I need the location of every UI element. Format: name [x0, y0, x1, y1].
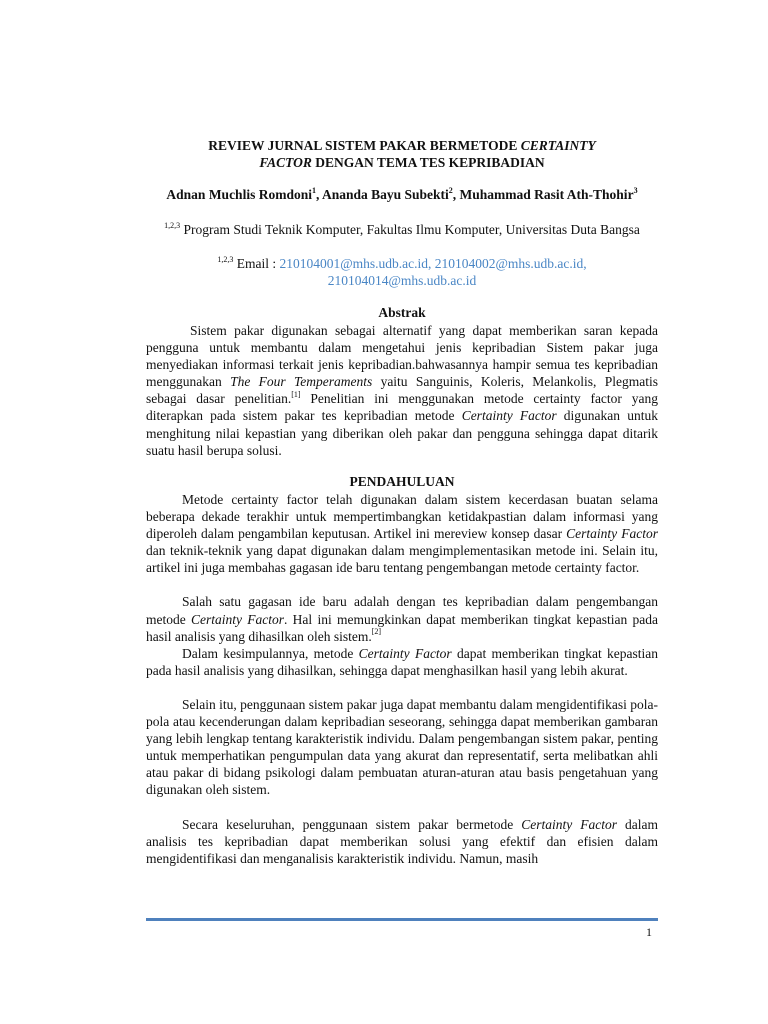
page-number: 1: [646, 925, 652, 939]
title-part-italic: FACTOR: [259, 155, 312, 170]
paragraph-text: . Hal ini memungkinkan dapat memberikan tingkat kepastian pada hasil analisis yang dihasilkan oleh sistem.: [146, 611, 658, 644]
title-part: DENGAN TEMA TES KEPRIBADIAN: [311, 155, 545, 170]
abstract-text: Penelitian ini menggunakan metode certainty factor yang diterapkan pada sistem pakar tes kepribadian metode: [146, 391, 658, 424]
citation-ref: [1]: [291, 389, 301, 399]
paragraph-text: Dalam kesimpulannya, metode: [182, 645, 359, 661]
author-list: [146, 185, 658, 204]
paragraph-text: dapat memberikan tingkat kepastian pada hasil analisis yang dihasilkan, sehingga dapat menghasilkan hasil yang lebih akurat.: [146, 645, 659, 678]
abstract-heading: Abstrak: [378, 305, 426, 320]
email-label: Email :: [233, 256, 280, 271]
abstract-text: Sistem pakar digunakan sebagai alternatif yang dapat memberikan saran kepada pengguna untuk membantu dalam mengetahui jenis kepribadian Sistem pakar juga menyediakan informasi terkait jenis kepribadian.bahwasannya hampir semua tes kepribadian menggunakan: [146, 323, 658, 390]
affiliation-sup: 1,2,3: [164, 220, 181, 230]
section-heading: PENDAHULUAN: [349, 474, 455, 489]
email-sup: 1,2,3: [217, 254, 234, 264]
paragraph-text: Secara keseluruhan, penggunaan sistem pakar bermetode: [182, 816, 522, 832]
email-line: [146, 255, 658, 289]
author-sup: 3: [633, 185, 638, 195]
intro-paragraph: [146, 645, 658, 679]
paragraph-text: Salah satu gagasan ide baru adalah dengan tes kepribadian dalam pengembangan metode: [146, 594, 658, 627]
author-name: , Ananda Bayu Subekti: [315, 187, 449, 202]
citation-ref: [2]: [371, 627, 382, 637]
abstract-paragraph: [146, 322, 658, 459]
affiliation-text: Program Studi Teknik Komputer, Fakultas Ilmu Komputer, Universitas Duta Bangsa: [180, 222, 640, 237]
paragraph-spacer: [146, 679, 658, 696]
intro-paragraph: Selain itu, penggunaan sistem pakar juga dapat membantu dalam mengidentifikasi pola-pola atau kecenderungan dalam kepribadian seseorang, sehingga dapat memberikan gambaran yang lebih lengkap tentang karakteristik individu. Dalam pengembangan sistem pakar, penting untuk memperhatikan pengumpulan data yang akurat dan representatif, serta melibatkan ahli atau pakar di bidang psikologi dalam pembuatan aturan-aturan atau basis pengetahuan yang digunakan oleh sistem.: [146, 696, 658, 798]
paragraph-spacer: [146, 799, 658, 816]
email-addresses[interactable]: 210104001@mhs.udb.ac.id, 210104002@mhs.udb.ac.id, 210104014@mhs.udb.ac.id: [279, 256, 587, 288]
intro-paragraph: [146, 593, 658, 644]
paragraph-italic: Certainty Factor: [521, 816, 617, 832]
abstract-italic: The Four Temperaments: [230, 374, 373, 390]
title-part-italic: CERTAINTY: [520, 138, 596, 153]
paragraph-italic: Certainty Factor: [566, 526, 658, 542]
abstract-body: [146, 322, 658, 459]
paragraph-italic: Certainty Factor: [358, 645, 452, 661]
paragraph-text: dalam analisis tes kepribadian dapat memberikan solusi yang efektif dan efisien dalam mengidentifikasi dan menganalisis karakteristik individu. Namun, masih: [146, 816, 658, 866]
paragraph-italic: Certainty Factor: [191, 611, 285, 627]
affiliation: [146, 220, 658, 239]
intro-body: [146, 491, 658, 867]
paragraph-text: dan teknik-teknik yang dapat digunakan dalam mengimplementasikan metode ini. Selain itu, artikel ini juga membahas gagasan ide baru tentang pengembangan metode certainty factor.: [146, 543, 658, 576]
footer-rule: [146, 918, 658, 921]
author-name: , Muhammad Rasit Ath-Thohir: [452, 187, 634, 202]
author-sup: 1: [311, 185, 316, 195]
abstract-italic: Certainty Factor: [461, 408, 557, 424]
abstract-text: yaitu Sanguinis, Koleris, Melankolis, Plegmatis sebagai dasar penelitian.: [146, 374, 658, 407]
paragraph-spacer: [146, 576, 658, 593]
author-sup: 2: [448, 185, 453, 195]
abstract-text: digunakan untuk menghitung nilai kepastian yang diberikan oleh pakar dan pengguna sehingga dapat ditarik suatu hasil berupa solusi.: [146, 408, 658, 458]
intro-paragraph: [146, 491, 658, 576]
title-part: REVIEW JURNAL SISTEM PAKAR BERMETODE: [208, 138, 521, 153]
paragraph-text: Metode certainty factor telah digunakan dalam sistem kecerdasan buatan selama beberapa dekade terakhir untuk mempertimbangkan ketidakpastian dalam informasi yang diperoleh dalam pengambilan keputusan. Artikel ini mereview konsep dasar: [146, 492, 658, 542]
author-name: Adnan Muchlis Romdoni: [166, 187, 312, 202]
intro-paragraph: [146, 816, 658, 867]
paper-title: [146, 137, 658, 171]
